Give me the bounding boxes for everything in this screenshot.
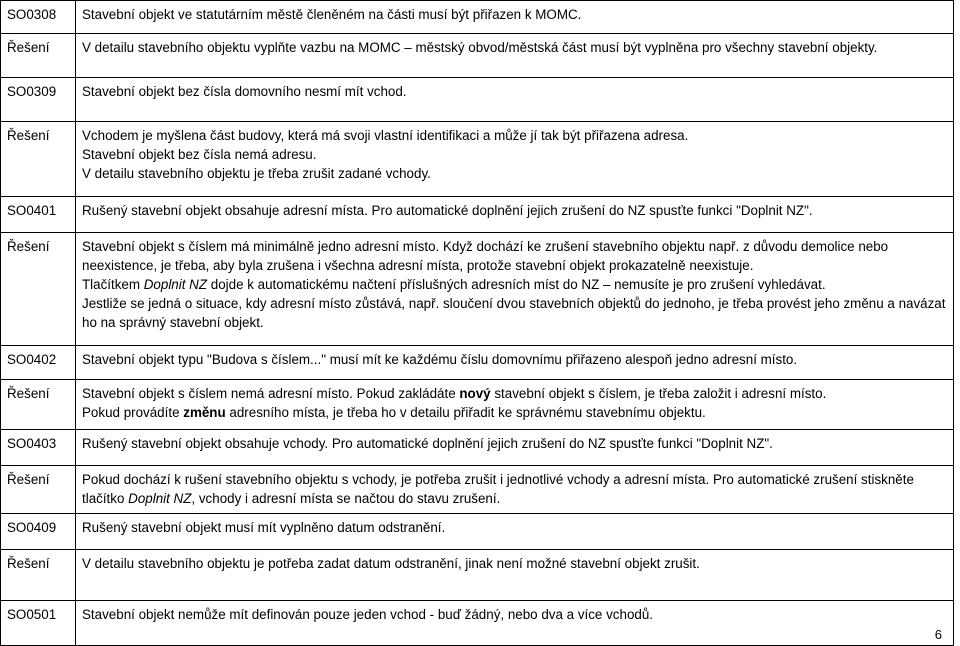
text-fragment: Tlačítkem [82,277,144,292]
rules-table-body [1,1,954,646]
solution-row [1,34,954,78]
solution-text [76,466,954,514]
text-line: V detailu stavebního objektu vyplňte vazbu na MOMC – městský obvod/městská část musí být vyplněna pro všechny stavební objekty. [82,40,878,55]
text-fragment: Jestliže se jedná o situace, kdy adresní místo zůstává, např. sloučení dvou stavebních objektů do jednoho, je třeba provést jeho změnu a navázat ho na správný stavební objekt. [82,296,946,330]
text-paragraph [82,403,949,422]
solution-label: Řešení [1,550,76,601]
solution-row [1,233,954,346]
error-code: SO0402 [1,346,76,380]
text-line: Rušený stavební objekt obsahuje adresní místa. Pro automatické doplnění jejich zrušení do NZ spusťte funkci "Doplnit NZ". [82,203,813,218]
error-message [76,514,954,550]
error-row [1,78,954,122]
error-code: SO0501 [1,601,76,646]
text-fragment: , vchody i adresní místa se načtou do stavu zrušení. [191,491,501,506]
italic-text: Doplnit NZ [128,491,192,506]
bold-text: změnu [183,405,226,420]
text-line: Rušený stavební objekt musí mít vyplněno datum odstranění. [82,520,446,535]
solution-label: Řešení [1,466,76,514]
text-fragment: Pokud provádíte [82,405,184,420]
text-fragment: stavební objekt s číslem, je třeba založit i adresní místo. [490,386,827,401]
solution-label: Řešení [1,34,76,78]
solution-text [76,34,954,78]
error-row [1,197,954,233]
error-message [76,601,954,646]
text-line: Stavební objekt typu "Budova s číslem..." musí mít ke každému číslu domovnímu přiřazeno alespoň jedno adresní místo. [82,352,798,367]
text-line: Rušený stavební objekt obsahuje vchody. Pro automatické doplnění jejich zrušení do NZ spusťte funkci "Doplnit NZ". [82,436,773,451]
italic-text: Doplnit NZ [143,277,208,292]
error-message [76,346,954,380]
page-number: 6 [934,627,942,642]
solution-text [76,233,954,346]
text-paragraph [82,470,949,508]
solution-label: Řešení [1,380,76,430]
solution-text [76,550,954,601]
error-row [1,601,954,646]
solution-text [76,380,954,430]
error-code: SO0308 [1,1,76,34]
error-code: SO0409 [1,514,76,550]
error-message [76,78,954,122]
text-line: Vchodem je myšlena část budovy, která má svoji vlastní identifikaci a může jí tak být přiřazena adresa. [82,128,689,143]
bold-text: nový [459,386,491,401]
error-row [1,346,954,380]
error-message [76,197,954,233]
text-line: Stavební objekt ve statutárním městě členěném na části musí být přiřazen k MOMC. [82,7,582,22]
text-line: V detailu stavebního objektu je potřeba zadat datum odstranění, jinak není možné stavební objekt zrušit. [82,556,700,571]
text-paragraph [82,294,949,332]
solution-text [76,122,954,197]
error-message [76,1,954,34]
text-fragment: Stavební objekt s číslem má minimálně jedno adresní místo. Když dochází ke zrušení stavebního objektu např. z důvodu demolice nebo neexistence, je třeba, aby byla zrušena i všechna adresní místa, protože stavební objekt prokazatelně neexistuje. [82,239,889,273]
solution-label: Řešení [1,122,76,197]
text-line: Stavební objekt bez čísla domovního nesmí mít vchod. [82,84,407,99]
error-row [1,430,954,466]
solution-row [1,122,954,197]
solution-row [1,550,954,601]
error-code: SO0309 [1,78,76,122]
solution-row [1,380,954,430]
error-code: SO0401 [1,197,76,233]
text-fragment: dojde k automatickému načtení příslušných adresních míst do NZ – nemusíte je pro zrušení vyhledávat. [207,277,826,292]
error-code: SO0403 [1,430,76,466]
text-fragment: Pokud dochází k rušení stavebního objektu s vchody, je potřeba zrušit i jednotlivé vchody a adresní místa. Pro automatické zrušení stiskněte tlačítko [82,472,914,506]
text-fragment: Stavební objekt s číslem nemá adresní místo. Pokud zakládáte [82,386,460,401]
solution-label: Řešení [1,233,76,346]
text-paragraph [82,384,949,403]
text-line: Stavební objekt bez čísla nemá adresu. [82,147,317,162]
text-paragraph [82,237,949,275]
error-message [76,430,954,466]
error-row [1,514,954,550]
text-fragment: adresního místa, je třeba ho v detailu přiřadit ke správnému stavebnímu objektu. [225,405,706,420]
text-line: V detailu stavebního objektu je třeba zrušit zadané vchody. [82,166,431,181]
text-paragraph [82,275,949,294]
solution-row [1,466,954,514]
text-line: Stavební objekt nemůže mít definován pouze jeden vchod - buď žádný, nebo dva a více vchodů. [82,607,654,622]
error-row [1,1,954,34]
